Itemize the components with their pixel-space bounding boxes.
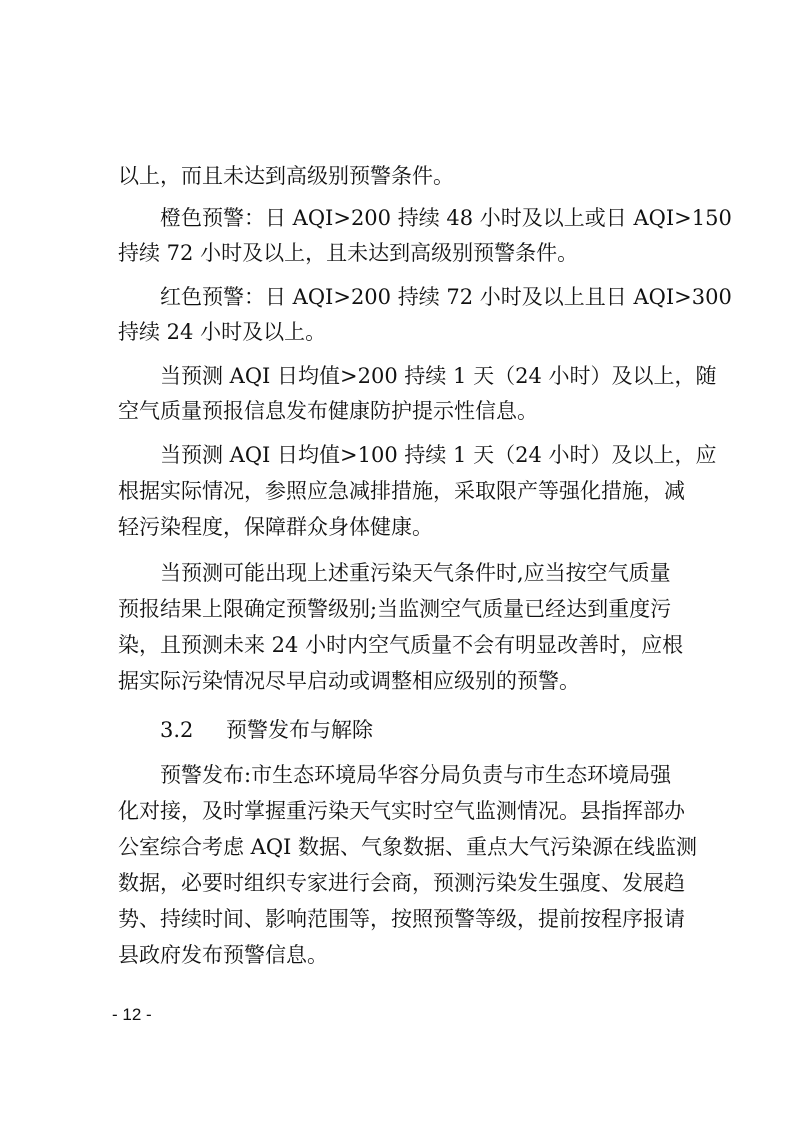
text-line: 化对接，及时掌握重污染天气实时空气监测情况。县指挥部办: [118, 799, 685, 823]
text-line: 染，且预测未来 24 小时内空气质量不会有明显改善时，应根: [118, 633, 684, 657]
text-line: 数据，必要时组织专家进行会商，预测污染发生强度、发展趋: [118, 871, 685, 895]
text-line: 以上，而且未达到高级别预警条件。: [118, 164, 454, 188]
text-line: 预报结果上限确定预警级别;当监测空气质量已经达到重度污: [118, 597, 672, 621]
text-line: 公室综合考虑 AQI 数据、气象数据、重点大气污染源在线监测: [118, 835, 698, 859]
paragraph-red-warning: 红色预警：日 AQI>200 持续 72 小时及以上且日 AQI>300: [160, 285, 732, 309]
paragraph-orange-warning: 橙色预警：日 AQI>200 持续 48 小时及以上或日 AQI>150: [160, 206, 732, 230]
text-line: 据实际污染情况尽早启动或调整相应级别的预警。: [118, 669, 580, 693]
paragraph-forecast: 当预测可能出现上述重污染天气条件时,应当按空气质量: [160, 561, 671, 585]
section-heading: [0, 715, 794, 745]
paragraph-aqi-200: 当预测 AQI 日均值>200 持续 1 天（24 小时）及以上，随: [160, 364, 717, 388]
section-number: 3.2: [160, 718, 194, 742]
text-line: 县政府发布预警信息。: [118, 943, 328, 967]
text-line: 势、持续时间、影响范围等，按照预警等级，提前按程序报请: [118, 907, 685, 931]
text-line: 持续 24 小时及以上。: [118, 320, 327, 344]
paragraph-warning-release: 预警发布:市生态环境局华容分局负责与市生态环境局强: [160, 763, 672, 787]
text-line: 轻污染程度，保障群众身体健康。: [118, 515, 433, 539]
text-line: 持续 72 小时及以上，且未达到高级别预警条件。: [118, 241, 579, 265]
text-line: 空气质量预报信息发布健康防护提示性信息。: [118, 399, 538, 423]
text-line: 根据实际情况，参照应急减排措施，采取限产等强化措施，减: [118, 479, 685, 503]
paragraph-aqi-100: 当预测 AQI 日均值>100 持续 1 天（24 小时）及以上，应: [160, 443, 717, 467]
section-title: 预警发布与解除: [226, 718, 373, 742]
page-number: - 12 -: [112, 1005, 152, 1024]
